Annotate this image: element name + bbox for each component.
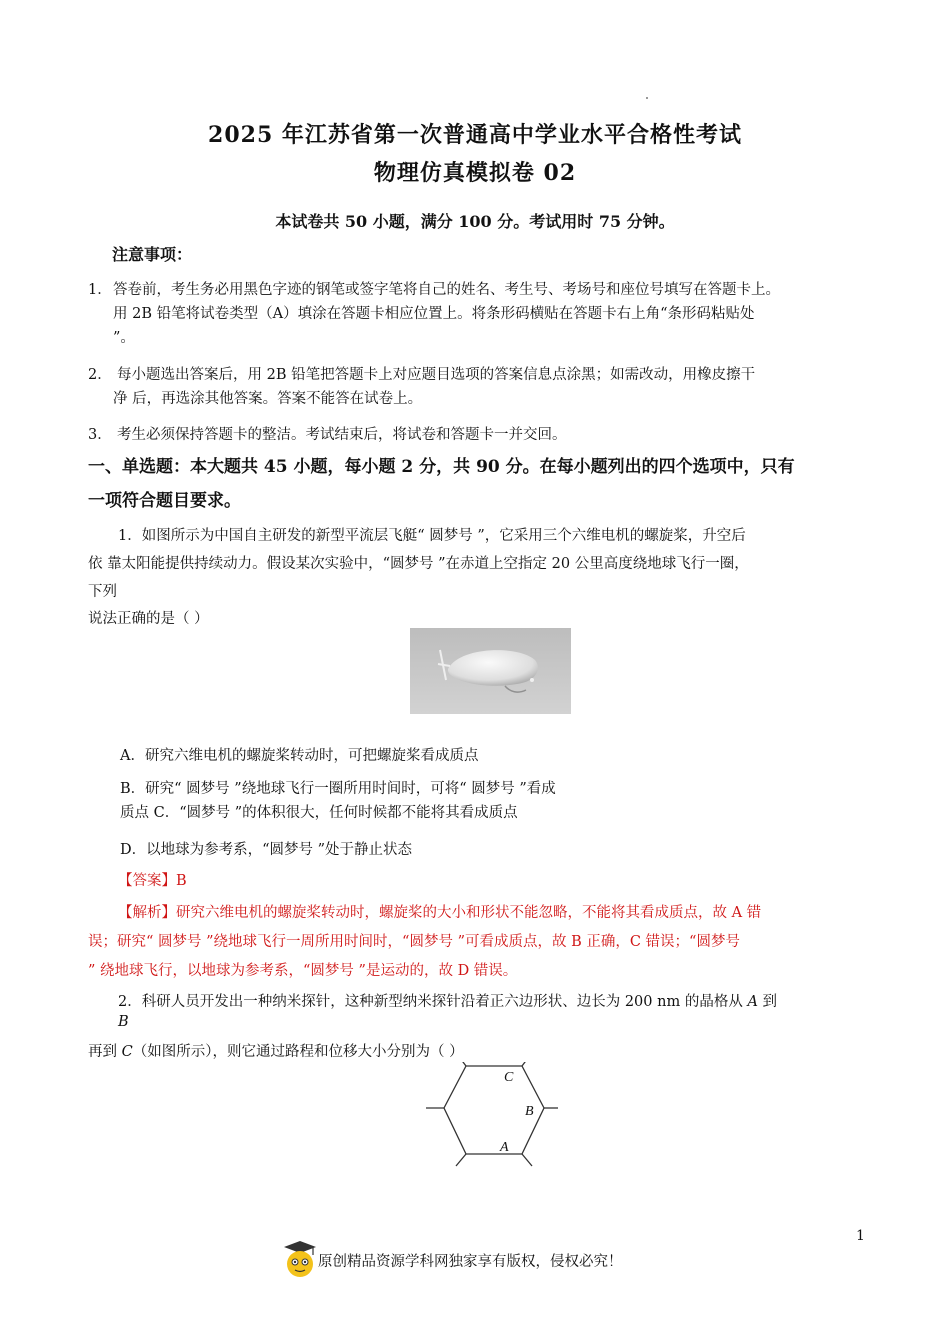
q2-to: 到 (762, 994, 778, 1010)
notice-item-2-num: 2． (88, 367, 112, 383)
vertex-label-b: B (525, 1104, 534, 1119)
q1-answer (118, 869, 187, 893)
answer-label: 【答案】 (118, 873, 176, 889)
q1-stem-line: 依 靠太阳能提供持续动力。假设某次实验中，“圆梦号 ”在赤道上空指定 20 公里高度绕地球飞行一圈， (88, 556, 749, 572)
q1-option-c: 质点 C．“圆梦号 ”的体积很大，任何时候都不能将其看成质点 (120, 805, 518, 821)
q1-option-d: D．以地球为参考系，“圆梦号 ”处于静止状态 (120, 842, 413, 858)
page-title-line1: 2025 年江苏省第一次普通高中学业水平合格性考试 (208, 122, 742, 148)
q1-stem-line: 下列 (88, 584, 117, 600)
page-title-line2: 物理仿真模拟卷 02 (373, 160, 577, 186)
q1-analysis-line: 误；研究“ 圆梦号 ”绕地球飞行一周所用时间时，“圆梦号 ”可看成质点，故 B 正确，C 错误；“圆梦号 (88, 934, 740, 950)
section-heading-line2: 一项符合题目要求。 (88, 491, 241, 511)
q1-analysis-line: 【解析】研究六维电机的螺旋桨转动时，螺旋桨的大小和形状不能忽略，不能将其看成质点，故 A 错 (118, 905, 762, 921)
q2-stem-line2a: 再到 (88, 1044, 117, 1060)
q2-var-c: C (121, 1044, 133, 1060)
notice-item-2-line: 每小题选出答案后，用 2B 铅笔把答题卡上对应题目选项的答案信息点涂黑；如需改动，用橡皮擦干 (117, 367, 756, 383)
q2-var-a: A (747, 994, 758, 1010)
q2-var-b: B (118, 1014, 129, 1030)
notice-item-1-line: ”。 (113, 330, 135, 346)
q1-option-b: B．研究“ 圆梦号 ”绕地球飞行一圈所用时间时，可将“ 圆梦号 ”看成 (120, 781, 556, 797)
notice-heading: 注意事项： (112, 245, 193, 264)
exam-info: 本试卷共 50 小题，满分 100 分。考试用时 75 分钟。 (275, 212, 675, 231)
section-heading-line1: 一、单选题：本大题共 45 小题，每小题 2 分，共 90 分。在每小题列出的四个选项中，只有 (88, 457, 795, 477)
notice-item-2-line: 净 后，再选涂其他答案。答案不能答在试卷上。 (113, 391, 423, 407)
q2-stem-line1: 2．科研人员开发出一种纳米探针，这种新型纳米探针沿着正六边形状、边长为 200 nm 的晶格从 (118, 994, 743, 1010)
page-number: 1 (856, 1228, 865, 1244)
mascot-logo-icon (283, 1240, 317, 1278)
notice-item-1-line: 用 2B 铅笔将试卷类型（A）填涂在答题卡相应位置上。将条形码横贴在答题卡右上角“条形码粘贴处 (113, 306, 755, 322)
notice-item-1-line: 答卷前，考生务必用黑色字迹的钢笔或签字笔将自己的姓名、考生号、考场号和座位号填写在答题卡上。 (113, 282, 780, 298)
q1-option-a: A．研究六维电机的螺旋桨转动时，可把螺旋桨看成质点 (120, 748, 479, 764)
stray-dot (646, 97, 648, 99)
q1-analysis-line: ” 绕地球飞行，以地球为参考系，“圆梦号 ”是运动的，故 D 错误。 (88, 963, 518, 979)
notice-item-3-line: 考生必须保持答题卡的整洁。考试结束后，将试卷和答题卡一并交回。 (117, 427, 567, 443)
vertex-label-c: C (504, 1070, 514, 1085)
vertex-label-a: A (500, 1140, 509, 1155)
notice-item-3-num: 3． (88, 427, 112, 443)
q1-stem-line: 1．如图所示为中国自主研发的新型平流层飞艇“ 圆梦号 ”，它采用三个六维电机的螺旋桨，升空后 (118, 528, 746, 544)
copyright-notice: 原创精品资源学科网独家享有版权，侵权必究！ (318, 1254, 623, 1270)
q2-stem-line2b: （如图所示），则它通过路程和位移大小分别为（ ） (132, 1044, 464, 1060)
hexagon-figure (420, 1062, 560, 1174)
q1-stem-line: 说法正确的是（ ） (88, 611, 209, 627)
notice-item-1-num: 1． (88, 282, 112, 298)
airship-image (410, 628, 571, 714)
answer-value: B (176, 873, 187, 889)
